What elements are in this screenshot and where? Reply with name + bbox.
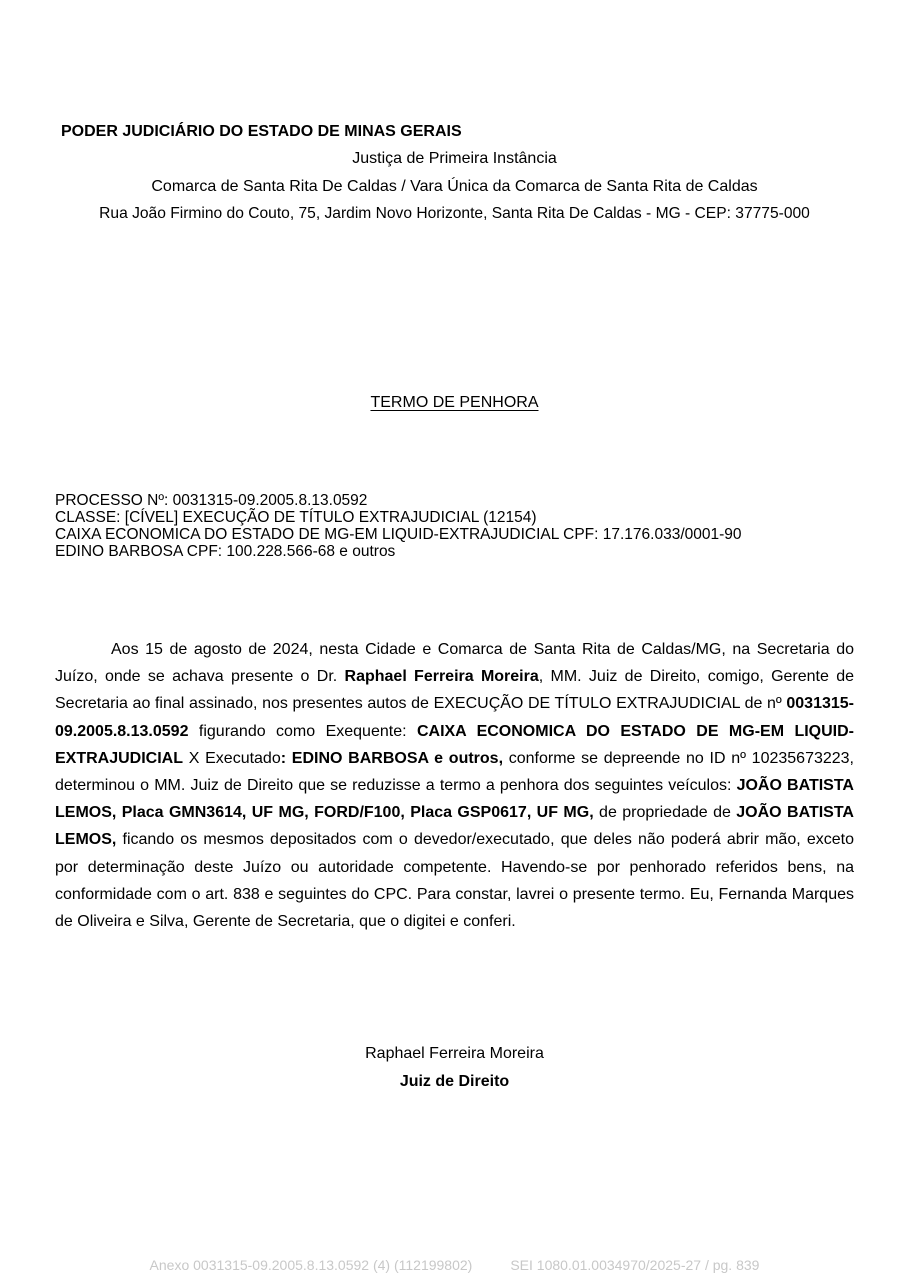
document-title-text: TERMO DE PENHORA [370,394,539,411]
court-instance: Justiça de Primeira Instância [352,150,557,167]
document-title [0,394,909,412]
body-text-6: de propriedade de [593,804,737,822]
body-text-4: X Executado [183,749,281,767]
process-number: PROCESSO Nº: 0031315-09.2005.8.13.0592 [55,492,368,509]
judge-name: Raphael Ferreira Moreira [344,668,539,686]
exequente-name: CAIXA ECONOMICA DO ESTADO DE MG-EM LIQUID-EXTRAJUDICIAL [55,722,854,767]
body-text-7: ficando os mesmos depositados com o devedor/executado, que deles não poderá abrir mão, exceto por determinação deste Juízo ou autoridade competente. Havendo-se por penhorado referidos bens, na conformidade com o art. 838 e seguintes do CPC. Para constar, lavrei o presente termo. Eu, Fernanda Marques de Oliveira e Silva, Gerente de Secretaria, que o digitei e conferi. [55,831,854,931]
footer-annex: Anexo 0031315-09.2005.8.13.0592 (4) (112199802) [149,1257,473,1273]
signature-name: Raphael Ferreira Moreira [365,1045,544,1062]
signature-role: Juiz de Direito [399,1073,510,1090]
body-process-number: 0031315-09.2005.8.13.0592 [55,695,854,740]
case-info [55,492,742,560]
body-text-1: Aos 15 de agosto de 2024, nesta Cidade e Comarca de Santa Rita de Caldas/MG, na Secretaria do Juízo, onde se achava presente o Dr. [55,641,854,686]
executado-name: : EDINO BARBOSA e outros, [280,749,504,767]
body-text-3: figurando como Exequente: [188,722,417,740]
plaintiff: CAIXA ECONOMICA DO ESTADO DE MG-EM LIQUID-EXTRAJUDICIAL CPF: 17.176.033/0001-90 [55,526,742,543]
body-paragraph [55,636,854,935]
vehicles-list: JOÃO BATISTA LEMOS, Placa GMN3614, UF MG, FORD/F100, Placa GSP0617, UF MG, [55,777,854,822]
court-district: Comarca de Santa Rita De Caldas / Vara Única da Comarca de Santa Rita de Caldas [151,178,758,195]
page-footer [0,1257,909,1273]
owner-name: JOÃO BATISTA LEMOS, [55,804,854,849]
defendant: EDINO BARBOSA CPF: 100.228.566-68 e outros [55,543,396,560]
case-class: CLASSE: [CÍVEL] EXECUÇÃO DE TÍTULO EXTRAJUDICIAL (12154) [55,509,537,526]
body-text-2: , MM. Juiz de Direito, comigo, Gerente de Secretaria ao final assinado, nos presentes autos de EXECUÇÃO DE TÍTULO EXTRAJUDICIAL de nº [55,668,855,713]
body-text-5: conforme se depreende no ID nº 10235673223, determinou o MM. Juiz de Direito que se reduzisse a termo a penhora dos seguintes veículos: [55,749,855,795]
footer-sei: SEI 1080.01.0034970/2025-27 / pg. 839 [510,1257,760,1273]
court-address: Rua João Firmino do Couto, 75, Jardim Novo Horizonte, Santa Rita De Caldas - MG - CEP: 37775-000 [99,205,810,222]
court-name: PODER JUDICIÁRIO DO ESTADO DE MINAS GERAIS [61,123,462,140]
